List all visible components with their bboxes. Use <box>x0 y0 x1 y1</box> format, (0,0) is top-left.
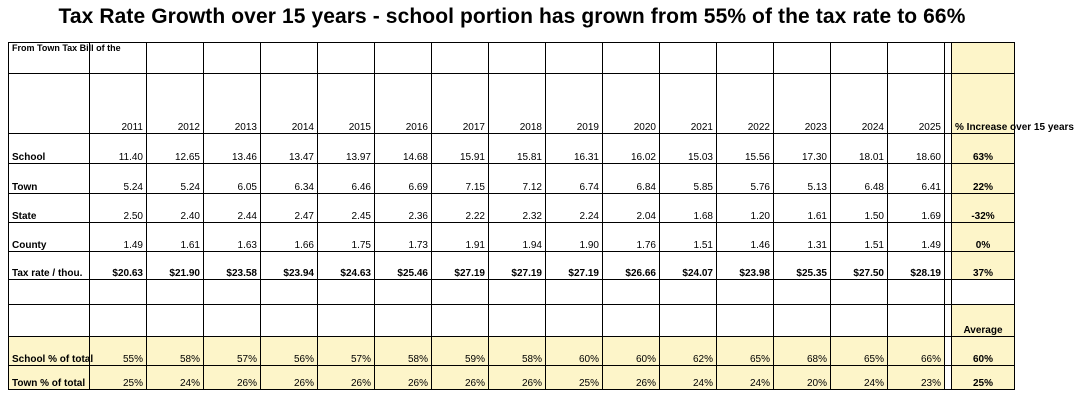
table-cell: 26% <box>318 366 375 390</box>
table-cell: 60% <box>603 337 660 366</box>
row-label: County <box>9 223 90 252</box>
table-cell: $25.35 <box>774 252 831 280</box>
spacer-cell <box>945 366 952 390</box>
table-cell: 16.02 <box>603 134 660 164</box>
table-cell: 26% <box>489 366 546 390</box>
row-label: Town % of total <box>9 366 90 390</box>
table-cell: 25% <box>546 366 603 390</box>
year-header: 2017 <box>432 74 489 134</box>
table-cell: 60% <box>546 337 603 366</box>
table-cell: 59% <box>432 337 489 366</box>
table-cell: $28.19 <box>888 252 945 280</box>
table-cell: $23.58 <box>204 252 261 280</box>
table-cell: 6.34 <box>261 164 318 194</box>
table-cell: 18.60 <box>888 134 945 164</box>
row-label: Town <box>9 164 90 194</box>
summary-cell: -32% <box>952 194 1015 223</box>
table-cell: 6.69 <box>375 164 432 194</box>
table-cell: 1.76 <box>603 223 660 252</box>
table-cell: 6.41 <box>888 164 945 194</box>
table-cell: 1.49 <box>90 223 147 252</box>
spacer-cell <box>945 252 952 280</box>
table-cell: 1.73 <box>375 223 432 252</box>
table-cell: 23% <box>888 366 945 390</box>
table-cell: 11.40 <box>90 134 147 164</box>
table-cell: 1.90 <box>546 223 603 252</box>
row-label: State <box>9 194 90 223</box>
table-cell: 57% <box>204 337 261 366</box>
table-cell: 26% <box>261 366 318 390</box>
table-cell: 24% <box>147 366 204 390</box>
table-cell: 55% <box>90 337 147 366</box>
table-cell: 1.46 <box>717 223 774 252</box>
table-cell: 7.12 <box>489 164 546 194</box>
table-cell: 5.13 <box>774 164 831 194</box>
table-cell: 1.31 <box>774 223 831 252</box>
table-cell: 1.61 <box>147 223 204 252</box>
table-cell: 2.32 <box>489 194 546 223</box>
table-cell: 14.68 <box>375 134 432 164</box>
table-cell: 1.91 <box>432 223 489 252</box>
table-cell: 7.15 <box>432 164 489 194</box>
table-cell: 26% <box>603 366 660 390</box>
table-row-tax-rate <box>9 252 1015 280</box>
table-cell: 2.44 <box>204 194 261 223</box>
table-cell: 65% <box>831 337 888 366</box>
year-header: 2018 <box>489 74 546 134</box>
table-cell: 66% <box>888 337 945 366</box>
table-cell: $24.63 <box>318 252 375 280</box>
table-cell: 58% <box>489 337 546 366</box>
table-cell: 2.45 <box>318 194 375 223</box>
table-cell: $20.63 <box>90 252 147 280</box>
table-cell: 15.03 <box>660 134 717 164</box>
table-cell: 12.65 <box>147 134 204 164</box>
spacer-cell <box>945 194 952 223</box>
year-header: 2012 <box>147 74 204 134</box>
table-cell: 1.61 <box>774 194 831 223</box>
table-cell: 1.51 <box>831 223 888 252</box>
year-header: 2014 <box>261 74 318 134</box>
table-cell: 2.47 <box>261 194 318 223</box>
summary-cell: 22% <box>952 164 1015 194</box>
year-header: 2025 <box>888 74 945 134</box>
year-header: 2019 <box>546 74 603 134</box>
page-title: Tax Rate Growth over 15 years - school portion has grown from 55% of the tax rate to 66% <box>58 5 966 28</box>
table-cell: 25% <box>90 366 147 390</box>
table-cell: 1.51 <box>660 223 717 252</box>
table-cell: 6.46 <box>318 164 375 194</box>
table-cell: $25.46 <box>375 252 432 280</box>
increase-header: % Increase over 15 years <box>952 74 1015 134</box>
table-cell: 20% <box>774 366 831 390</box>
table-cell: 6.74 <box>546 164 603 194</box>
table-cell: 5.24 <box>90 164 147 194</box>
table-cell: $27.19 <box>432 252 489 280</box>
table-cell: 2.50 <box>90 194 147 223</box>
row-label: School <box>9 134 90 164</box>
table-cell: $26.66 <box>603 252 660 280</box>
table-cell: $21.90 <box>147 252 204 280</box>
table-row-school-pct <box>9 337 1015 366</box>
table-row-school <box>9 134 1015 164</box>
year-header: 2016 <box>375 74 432 134</box>
table-cell: 13.46 <box>204 134 261 164</box>
table-cell: 1.63 <box>204 223 261 252</box>
table-cell: 65% <box>717 337 774 366</box>
table-cell: 2.40 <box>147 194 204 223</box>
table-cell: $27.50 <box>831 252 888 280</box>
table-cell: 18.01 <box>831 134 888 164</box>
table-cell: 5.24 <box>147 164 204 194</box>
summary-cell: 63% <box>952 134 1015 164</box>
table-cell: 1.49 <box>888 223 945 252</box>
table-cell: 1.66 <box>261 223 318 252</box>
summary-cell: 0% <box>952 223 1015 252</box>
table-cell: 24% <box>717 366 774 390</box>
summary-cell: 25% <box>952 366 1015 390</box>
table-cell: $27.19 <box>546 252 603 280</box>
year-header: 2023 <box>774 74 831 134</box>
table-row-blank <box>9 280 1015 305</box>
table-cell: 1.69 <box>888 194 945 223</box>
table-cell: 1.68 <box>660 194 717 223</box>
table-cell: 57% <box>318 337 375 366</box>
year-header: 2020 <box>603 74 660 134</box>
row-label: Tax rate / thou. <box>9 252 90 280</box>
year-header: 2011 <box>90 74 147 134</box>
row-label: School % of total <box>9 337 90 366</box>
table-cell: 1.75 <box>318 223 375 252</box>
year-header: 2022 <box>717 74 774 134</box>
table-cell: $23.98 <box>717 252 774 280</box>
table-cell: 2.36 <box>375 194 432 223</box>
table-cell: 26% <box>204 366 261 390</box>
table-cell: 2.22 <box>432 194 489 223</box>
average-header: Average <box>952 305 1015 337</box>
table-cell: 13.47 <box>261 134 318 164</box>
table-cell: 17.30 <box>774 134 831 164</box>
year-header: 2013 <box>204 74 261 134</box>
table-cell: $27.19 <box>489 252 546 280</box>
summary-cell: 37% <box>952 252 1015 280</box>
table-cell: 1.20 <box>717 194 774 223</box>
table-cell: 5.76 <box>717 164 774 194</box>
table-cell: 2.24 <box>546 194 603 223</box>
spacer-cell <box>945 74 952 134</box>
table-cell: 26% <box>375 366 432 390</box>
table-cell: 6.84 <box>603 164 660 194</box>
year-header: 2024 <box>831 74 888 134</box>
table-cell: 24% <box>660 366 717 390</box>
table-cell: 13.97 <box>318 134 375 164</box>
table-cell: 62% <box>660 337 717 366</box>
table-cell: 58% <box>147 337 204 366</box>
table-row-town <box>9 164 1015 194</box>
tax-rate-table <box>8 42 1074 390</box>
spacer-cell <box>945 164 952 194</box>
spacer-cell <box>945 134 952 164</box>
table-cell: 1.94 <box>489 223 546 252</box>
table-cell: 16.31 <box>546 134 603 164</box>
header-label: From Town Tax Bill of the <box>9 43 90 74</box>
table-row-header-top <box>9 43 1015 74</box>
table-row-average-header <box>9 305 1015 337</box>
spacer-cell <box>945 337 952 366</box>
table-cell: 5.85 <box>660 164 717 194</box>
table-cell: 15.81 <box>489 134 546 164</box>
table-cell: $24.07 <box>660 252 717 280</box>
year-header: 2015 <box>318 74 375 134</box>
table-cell: 56% <box>261 337 318 366</box>
table-cell: 1.50 <box>831 194 888 223</box>
table-cell: 6.48 <box>831 164 888 194</box>
table-cell: 58% <box>375 337 432 366</box>
table-row-years <box>9 74 1015 134</box>
table-cell: 24% <box>831 366 888 390</box>
table-cell: $23.94 <box>261 252 318 280</box>
table-cell: 2.04 <box>603 194 660 223</box>
table-cell: 15.56 <box>717 134 774 164</box>
table-row-county <box>9 223 1015 252</box>
year-header: 2021 <box>660 74 717 134</box>
table-cell: 15.91 <box>432 134 489 164</box>
spacer-cell <box>945 223 952 252</box>
table-cell: 26% <box>432 366 489 390</box>
table-row-town-pct <box>9 366 1015 390</box>
table-cell: 6.05 <box>204 164 261 194</box>
table-row-state <box>9 194 1015 223</box>
table-cell: 68% <box>774 337 831 366</box>
summary-cell: 60% <box>952 337 1015 366</box>
